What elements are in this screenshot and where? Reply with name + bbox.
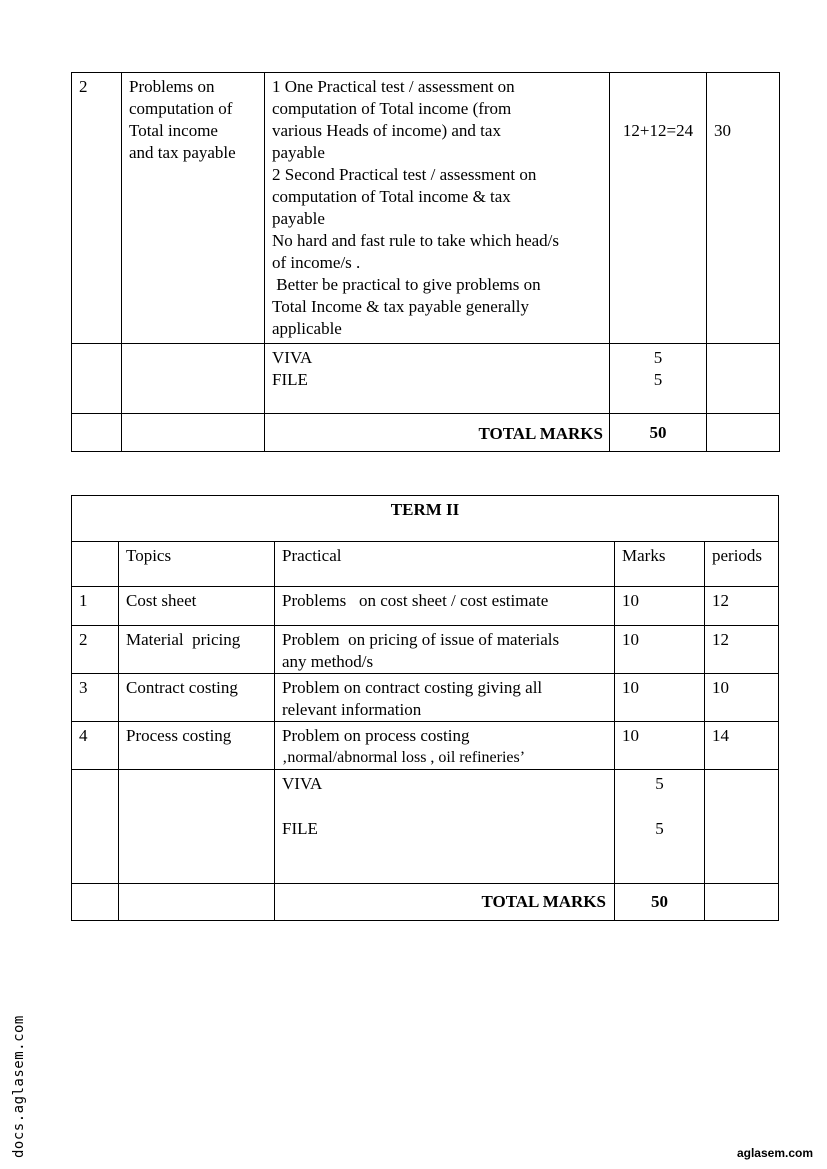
practical-cell [275, 626, 615, 674]
practical-line: computation of Total income & tax [272, 187, 511, 206]
table-row [72, 674, 779, 722]
periods-cell: 10 [705, 674, 779, 722]
topic-cell: Contract costing [119, 674, 275, 722]
practical-line: relevant information [282, 700, 422, 719]
marks-cell: 10 [615, 626, 705, 674]
table-row [72, 496, 779, 542]
practical-line: payable [272, 209, 325, 228]
practical-line: No hard and fast rule to take which head/s [272, 231, 560, 250]
marks-cell: 10 [615, 674, 705, 722]
term1-table [71, 72, 780, 452]
table-row [72, 626, 779, 674]
practical-line: applicable [272, 319, 342, 338]
practical-line: Total Income & tax payable generally [272, 297, 530, 316]
periods-cell: 12 [705, 587, 779, 626]
periods-cell: 30 [707, 73, 780, 344]
viva-file-cell [265, 344, 610, 414]
table-row [72, 587, 779, 626]
table-row [72, 884, 779, 921]
column-header-marks: Marks [615, 542, 705, 587]
practical-line: computation of Total income (from [272, 99, 512, 118]
footer-brand: aglasem.com [736, 1146, 813, 1160]
practical-line: Problems on cost sheet / cost estimate [282, 591, 549, 610]
total-marks-value: 50 [615, 884, 705, 921]
table-row [72, 722, 779, 770]
file-marks: 5 [653, 370, 663, 389]
row-number: 4 [72, 722, 119, 770]
table-row [72, 73, 780, 344]
viva-marks: 5 [655, 774, 664, 793]
total-marks-value: 50 [610, 414, 707, 452]
practical-line: Problem on pricing of issue of materials [282, 630, 560, 649]
viva-label: VIVA [282, 774, 323, 793]
side-watermark: docs.aglasem.com [11, 1015, 27, 1158]
practical-line: Problem on process costing [282, 726, 470, 745]
table-row [72, 344, 780, 414]
practical-line: ‚normal/abnormal loss , oil refineries’ [282, 749, 526, 766]
practical-line: payable [272, 143, 325, 162]
topic-line: Total income [129, 121, 218, 140]
practical-cell [275, 587, 615, 626]
periods-cell: 14 [705, 722, 779, 770]
column-header-practical: Practical [275, 542, 615, 587]
topic-cell [122, 73, 265, 344]
marks-cell: 12+12=24 [610, 73, 707, 344]
total-marks-label: TOTAL MARKS [265, 414, 610, 452]
row-number: 2 [72, 626, 119, 674]
practical-line: Problem on contract costing giving all [282, 678, 543, 697]
viva-file-cell [275, 770, 615, 884]
topic-line: computation of [129, 99, 233, 118]
periods-cell: 12 [705, 626, 779, 674]
practical-cell [265, 73, 610, 344]
topic-line: and tax payable [129, 143, 236, 162]
practical-line: Better be practical to give problems on [272, 275, 541, 294]
row-number: 3 [72, 674, 119, 722]
practical-cell [275, 722, 615, 770]
viva-file-marks [615, 770, 705, 884]
file-marks: 5 [655, 819, 664, 838]
marks-cell: 10 [615, 722, 705, 770]
row-number: 2 [72, 73, 122, 344]
file-label: FILE [272, 370, 308, 389]
marks-cell: 10 [615, 587, 705, 626]
practical-line: various Heads of income) and tax [272, 121, 501, 140]
table-header-row [72, 542, 779, 587]
row-number: 1 [72, 587, 119, 626]
practical-line: 2 Second Practical test / assessment on [272, 165, 537, 184]
topic-cell: Cost sheet [119, 587, 275, 626]
topic-line: Problems on [129, 77, 215, 96]
total-marks-label: TOTAL MARKS [275, 884, 615, 921]
practical-cell [275, 674, 615, 722]
table-row [72, 770, 779, 884]
file-label: FILE [282, 819, 318, 838]
practical-line: any method/s [282, 652, 374, 671]
term-title: TERM II [72, 496, 779, 542]
viva-label: VIVA [272, 348, 313, 367]
table-row [72, 414, 780, 452]
topic-cell: Material pricing [119, 626, 275, 674]
topic-cell: Process costing [119, 722, 275, 770]
viva-file-marks [610, 344, 707, 414]
practical-line: of income/s . [272, 253, 361, 272]
column-header-topics: Topics [119, 542, 275, 587]
viva-marks: 5 [653, 348, 663, 367]
term2-table [71, 495, 779, 921]
practical-line: 1 One Practical test / assessment on [272, 77, 515, 96]
column-header-periods: periods [705, 542, 779, 587]
